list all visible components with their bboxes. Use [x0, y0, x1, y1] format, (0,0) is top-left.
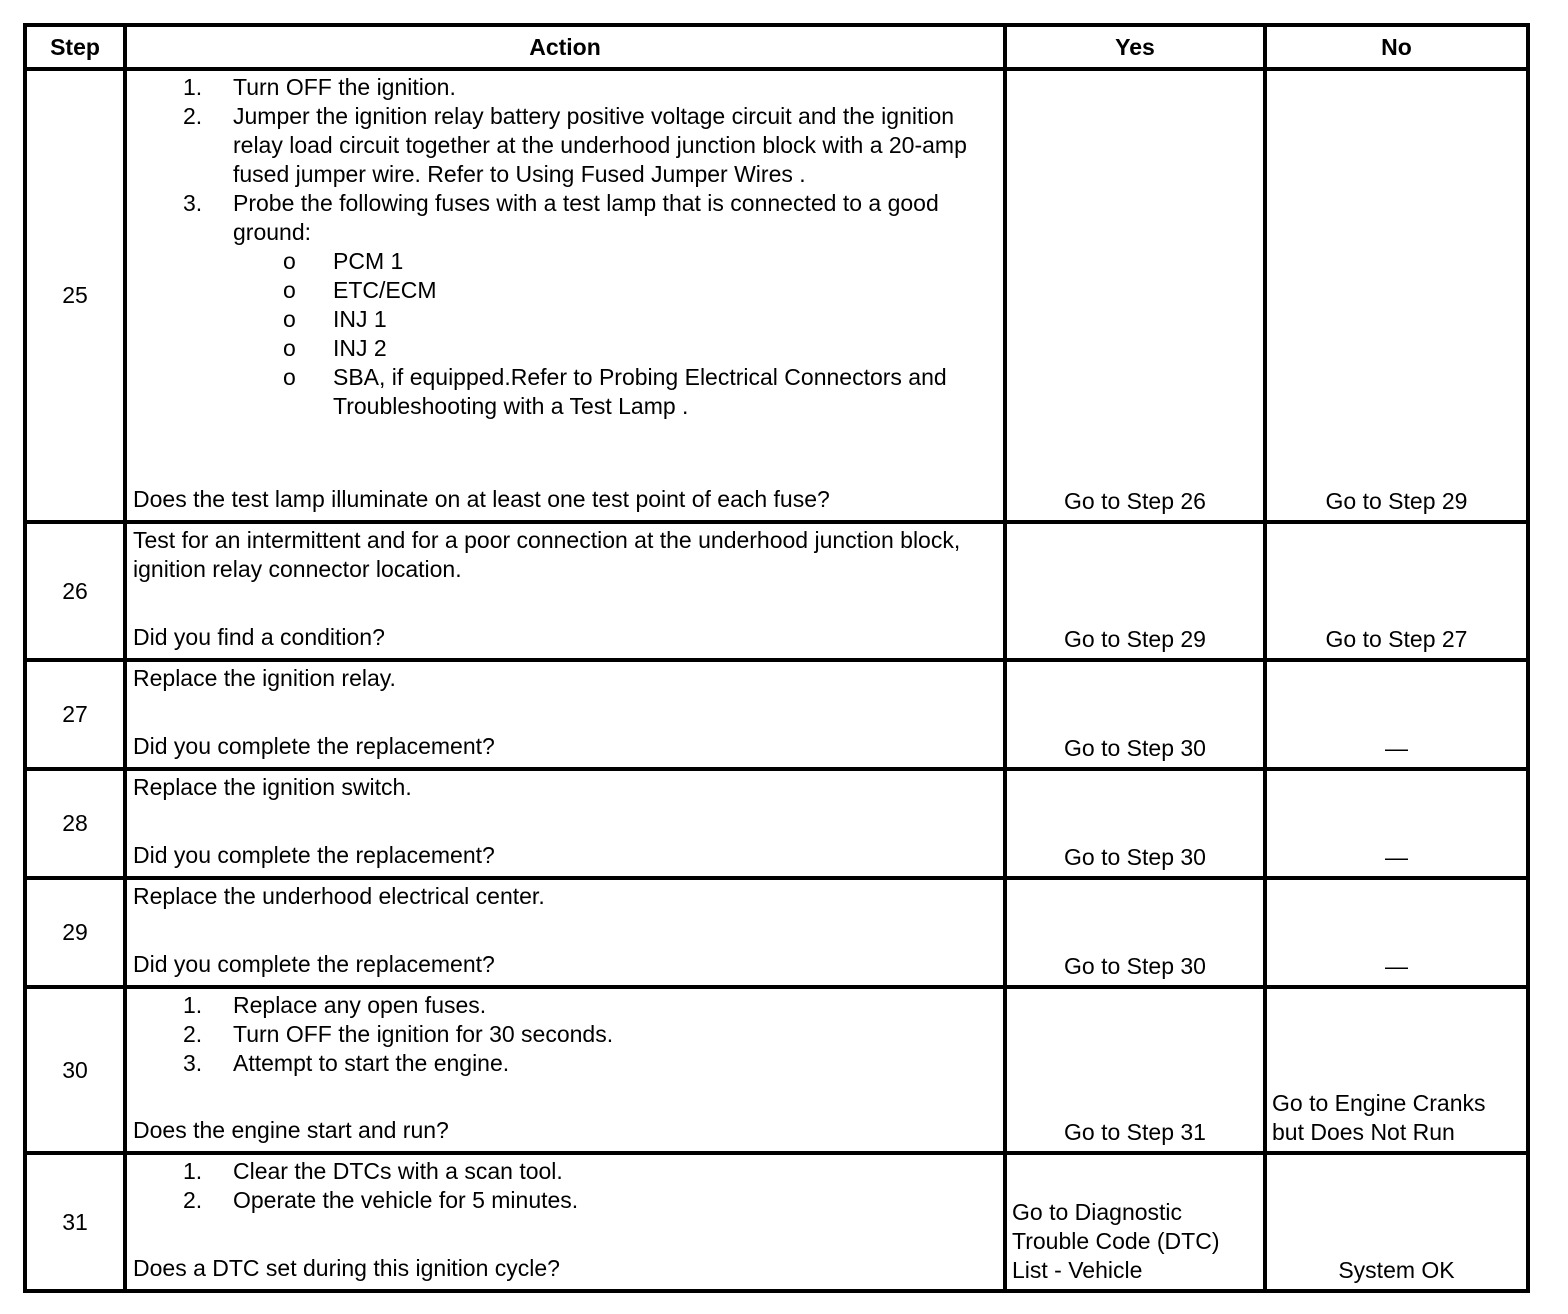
fuse-item: o INJ 1 [283, 306, 387, 332]
table-row [25, 1153, 1528, 1291]
action-cell [125, 987, 1005, 1153]
yes-result: Go to Step 30 [1005, 769, 1265, 878]
action-cell [125, 1153, 1005, 1291]
table-row [25, 660, 1528, 769]
yes-result: Go to Step 30 [1005, 878, 1265, 987]
action-question: Did you complete the replacement? [133, 733, 495, 759]
step-number: 25 [25, 69, 125, 522]
list-item: 1. Replace any open fuses. [183, 992, 487, 1018]
header-yes: Yes [1005, 25, 1265, 69]
header-action: Action [125, 25, 1005, 69]
action-question: Did you find a condition? [133, 624, 385, 650]
fuse-item: o SBA, if equipped.Refer to Probing Electrical Connectors and Troubleshooting with a Test Lamp . [283, 364, 947, 419]
item-number: 2. [183, 1021, 203, 1047]
table-row [25, 69, 1528, 522]
circle-bullet-icon: o [283, 364, 296, 390]
yes-result: Go to Step 31 [1005, 987, 1265, 1153]
circle-bullet-icon: o [283, 277, 296, 303]
table-row [25, 769, 1528, 878]
action-steps [133, 73, 997, 421]
list-item: 2. Operate the vehicle for 5 minutes. [183, 1187, 579, 1213]
action-steps [133, 991, 997, 1078]
list-item: 3. Attempt to start the engine. [183, 1050, 510, 1076]
item-number: 1. [183, 992, 203, 1018]
fuse-item: o INJ 2 [283, 335, 387, 361]
step-number: 28 [25, 769, 125, 878]
no-result: Go to Step 27 [1265, 522, 1528, 660]
action-question: Does the test lamp illuminate on at least one test point of each fuse? [133, 486, 830, 512]
yes-result: Go to Diagnostic Trouble Code (DTC) List - Vehicle [1005, 1153, 1265, 1291]
header-row [25, 25, 1528, 69]
action-text: Replace the ignition relay. [133, 665, 396, 691]
action-cell [125, 69, 1005, 522]
step-number: 30 [25, 987, 125, 1153]
diagnostic-table [23, 23, 1530, 1293]
header-no: No [1265, 25, 1528, 69]
step-number: 26 [25, 522, 125, 660]
no-result: — [1265, 660, 1528, 769]
action-question: Does the engine start and run? [133, 1117, 449, 1143]
circle-bullet-icon: o [283, 248, 296, 274]
list-item: 1. Turn OFF the ignition. [183, 74, 456, 100]
fuse-item: o ETC/ECM [283, 277, 437, 303]
fuse-item: o PCM 1 [283, 248, 404, 274]
item-number: 3. [183, 190, 203, 216]
yes-result: Go to Step 26 [1005, 69, 1265, 522]
action-cell [125, 878, 1005, 987]
yes-result: Go to Step 29 [1005, 522, 1265, 660]
list-item: 2. Jumper the ignition relay battery positive voltage circuit and the ignition relay load circuit together at the underhood junction block with a 20-amp fused jumper wire. Refer to Using Fused Jumper Wires . [183, 103, 967, 187]
table-row [25, 878, 1528, 987]
item-number: 1. [183, 1158, 203, 1184]
no-result: — [1265, 878, 1528, 987]
action-question: Did you complete the replacement? [133, 951, 495, 977]
action-text: Replace the underhood electrical center. [133, 883, 545, 909]
list-item: 2. Turn OFF the ignition for 30 seconds. [183, 1021, 614, 1047]
step-number: 27 [25, 660, 125, 769]
item-number: 2. [183, 1187, 203, 1213]
table-row [25, 522, 1528, 660]
table-row [25, 987, 1528, 1153]
action-cell [125, 769, 1005, 878]
action-text: Test for an intermittent and for a poor connection at the underhood junction block, ignition relay connector location. [133, 527, 961, 582]
no-result: Go to Step 29 [1265, 69, 1528, 522]
no-result: — [1265, 769, 1528, 878]
yes-result: Go to Step 30 [1005, 660, 1265, 769]
action-steps [133, 1157, 997, 1215]
action-cell [125, 522, 1005, 660]
circle-bullet-icon: o [283, 335, 296, 361]
step-number: 29 [25, 878, 125, 987]
item-number: 2. [183, 103, 203, 129]
action-text: Replace the ignition switch. [133, 774, 412, 800]
list-item: 1. Clear the DTCs with a scan tool. [183, 1158, 563, 1184]
action-cell [125, 660, 1005, 769]
item-number: 3. [183, 1050, 203, 1076]
no-result: System OK [1265, 1153, 1528, 1291]
action-question: Does a DTC set during this ignition cycle? [133, 1255, 560, 1281]
header-step: Step [25, 25, 125, 69]
no-result: Go to Engine Cranks but Does Not Run [1265, 987, 1528, 1153]
item-number: 1. [183, 74, 203, 100]
step-number: 31 [25, 1153, 125, 1291]
circle-bullet-icon: o [283, 306, 296, 332]
fuse-list [233, 247, 997, 421]
action-question: Did you complete the replacement? [133, 842, 495, 868]
list-item: 3. Probe the following fuses with a test lamp that is connected to a good ground: o PCM 1 o ETC/ECM o INJ 1 o INJ 2 o SBA, if equipped.Refer to Probing Electrical Connectors and Troubleshooting with a Test Lamp . [233, 189, 997, 421]
